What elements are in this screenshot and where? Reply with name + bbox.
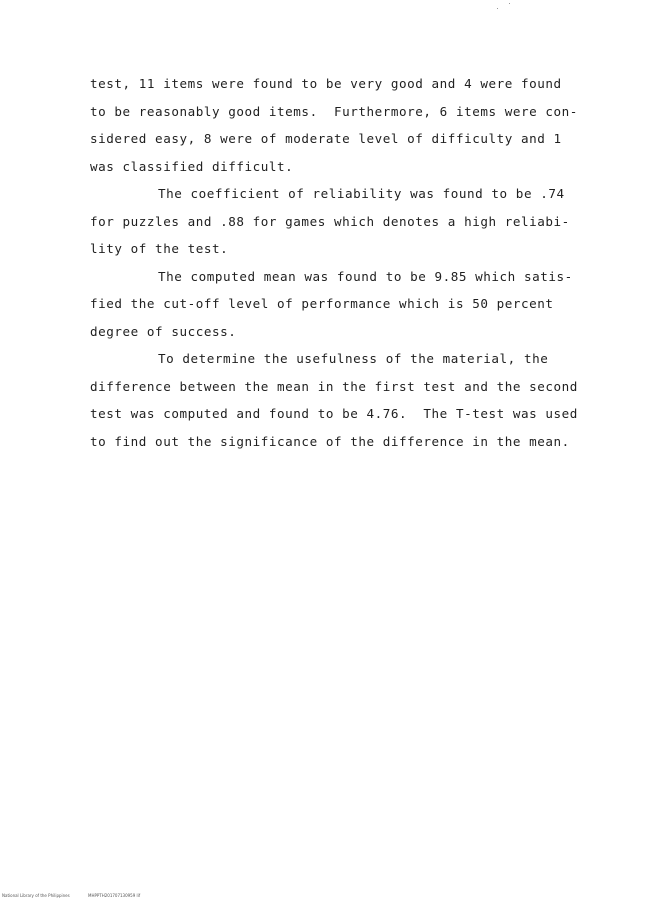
scan-speck	[497, 8, 498, 9]
text-line: The coefficient of reliability was found to be .74	[158, 186, 565, 201]
scan-speck	[509, 3, 510, 4]
text-line: degree of success.	[90, 323, 237, 339]
text-line: for puzzles and .88 for games which denotes a high reliabi-	[90, 213, 570, 229]
text-line: to find out the significance of the difference in the mean.	[90, 433, 570, 449]
text-line: sidered easy, 8 were of moderate level of difficulty and 1	[90, 131, 562, 146]
text-line: To determine the usefulness of the material, the	[158, 351, 549, 366]
text-line: test was computed and found to be 4.76. The T-test was used	[90, 406, 578, 421]
text-line: difference between the mean in the first test and the second	[90, 378, 578, 394]
footer-library: National Library of the Philippines	[2, 893, 70, 898]
text-line: test, 11 items were found to be very good and 4 were found	[90, 76, 562, 91]
text-line: to be reasonably good items. Furthermore, 6 items were con-	[90, 103, 578, 119]
text-line: The computed mean was found to be 9.85 which satis-	[158, 268, 573, 284]
text-line: fied the cut-off level of performance which is 50 percent	[90, 296, 554, 311]
text-line: was classified difficult.	[90, 158, 294, 174]
body-text	[90, 70, 600, 455]
footer-code: MHPPTH201707130959 lif	[88, 893, 141, 898]
text-line: lity of the test.	[90, 241, 229, 256]
